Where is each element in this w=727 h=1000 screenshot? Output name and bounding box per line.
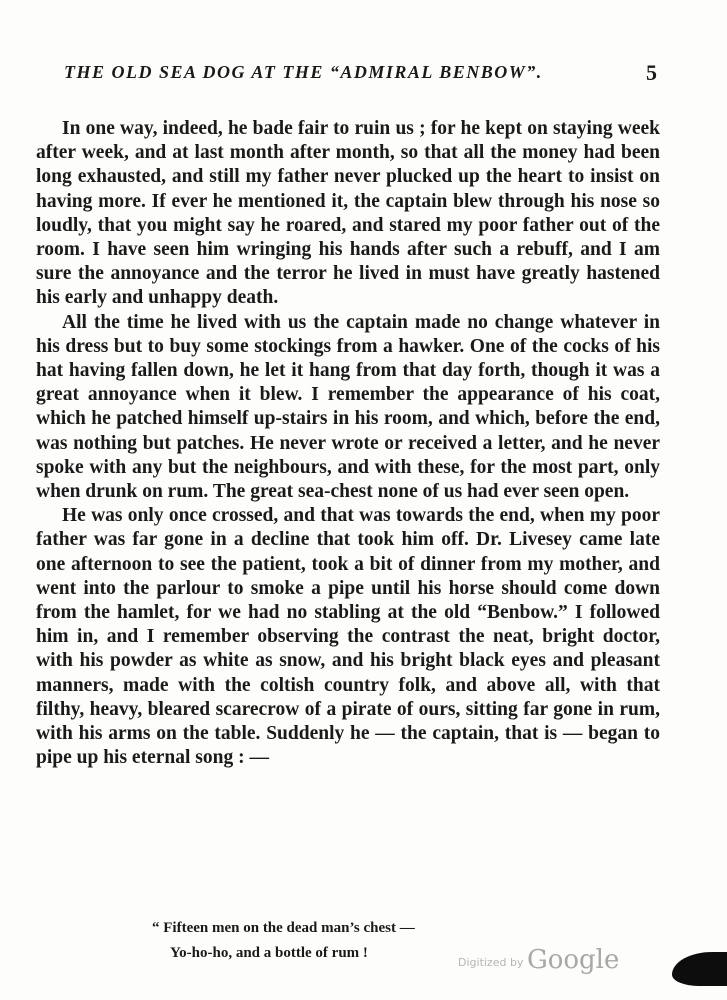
- verse-line: Yo-ho-ho, and a bottle of rum !: [170, 945, 368, 961]
- page-edge-shadow: [672, 952, 727, 986]
- running-title: THE OLD SEA DOG AT THE “ADMIRAL BENBOW”.: [64, 62, 543, 82]
- paragraph: In one way, indeed, he bade fair to ruin us ; for he kept on staying week after week, and at last month after month, so that all the money had been long exhausted, and still my father never plucked up the heart to insist on having more. If ever he mentioned it, the captain blew through his nose so loudly, that you might say he roared, and stared my poor father out of the room. I have seen him wringing his hands after such a rebuff, and I am sure the annoyance and the terror he lived in must have greatly hastened his early and unhappy death.: [36, 118, 660, 309]
- paragraph: All the time he lived with us the captain made no change whatever in his dress but to buy some stockings from a hawker. One of the cocks of his hat having fallen down, he let it hang from that day forth, though it was a great annoyance when it blew. I remember the appearance of his coat, which he patched himself up-stairs in his room, and which, before the end, was nothing but patches. He never wrote or received a letter, and he never spoke with any but the neighbours, and with these, for the most part, only when drunk on rum. The great sea-chest none of us had ever seen open.: [36, 311, 660, 503]
- digitized-watermark: [458, 945, 619, 975]
- paragraph: He was only once crossed, and that was towards the end, when my poor father was far gone in a decline that took him off. Dr. Livesey came late one afternoon to see the patient, took a bit of dinner from my mother, and went into the parlour to smoke a pipe until his horse should come down from the hamlet, for we had no stabling at the old “Benbow.” I followed him in, and I remember observing the contrast the neat, bright doctor, with his powder as white as snow, and his bright black eyes and pleasant manners, made with the coltish country folk, and above all, with that filthy, heavy, bleared scarecrow of a pirate of ours, sitting far gone in rum, with his arms on the table. Suddenly he — the captain, that is — began to pipe up his eternal song : —: [36, 505, 660, 769]
- google-logo: Google: [526, 945, 620, 975]
- running-header: [64, 62, 664, 90]
- watermark-prefix: Digitized by: [458, 956, 524, 969]
- body-text: [36, 117, 660, 770]
- verse-line: “ Fifteen men on the dead man’s chest —: [152, 920, 415, 936]
- page-number: 5: [646, 60, 657, 85]
- song-verse: [152, 916, 415, 966]
